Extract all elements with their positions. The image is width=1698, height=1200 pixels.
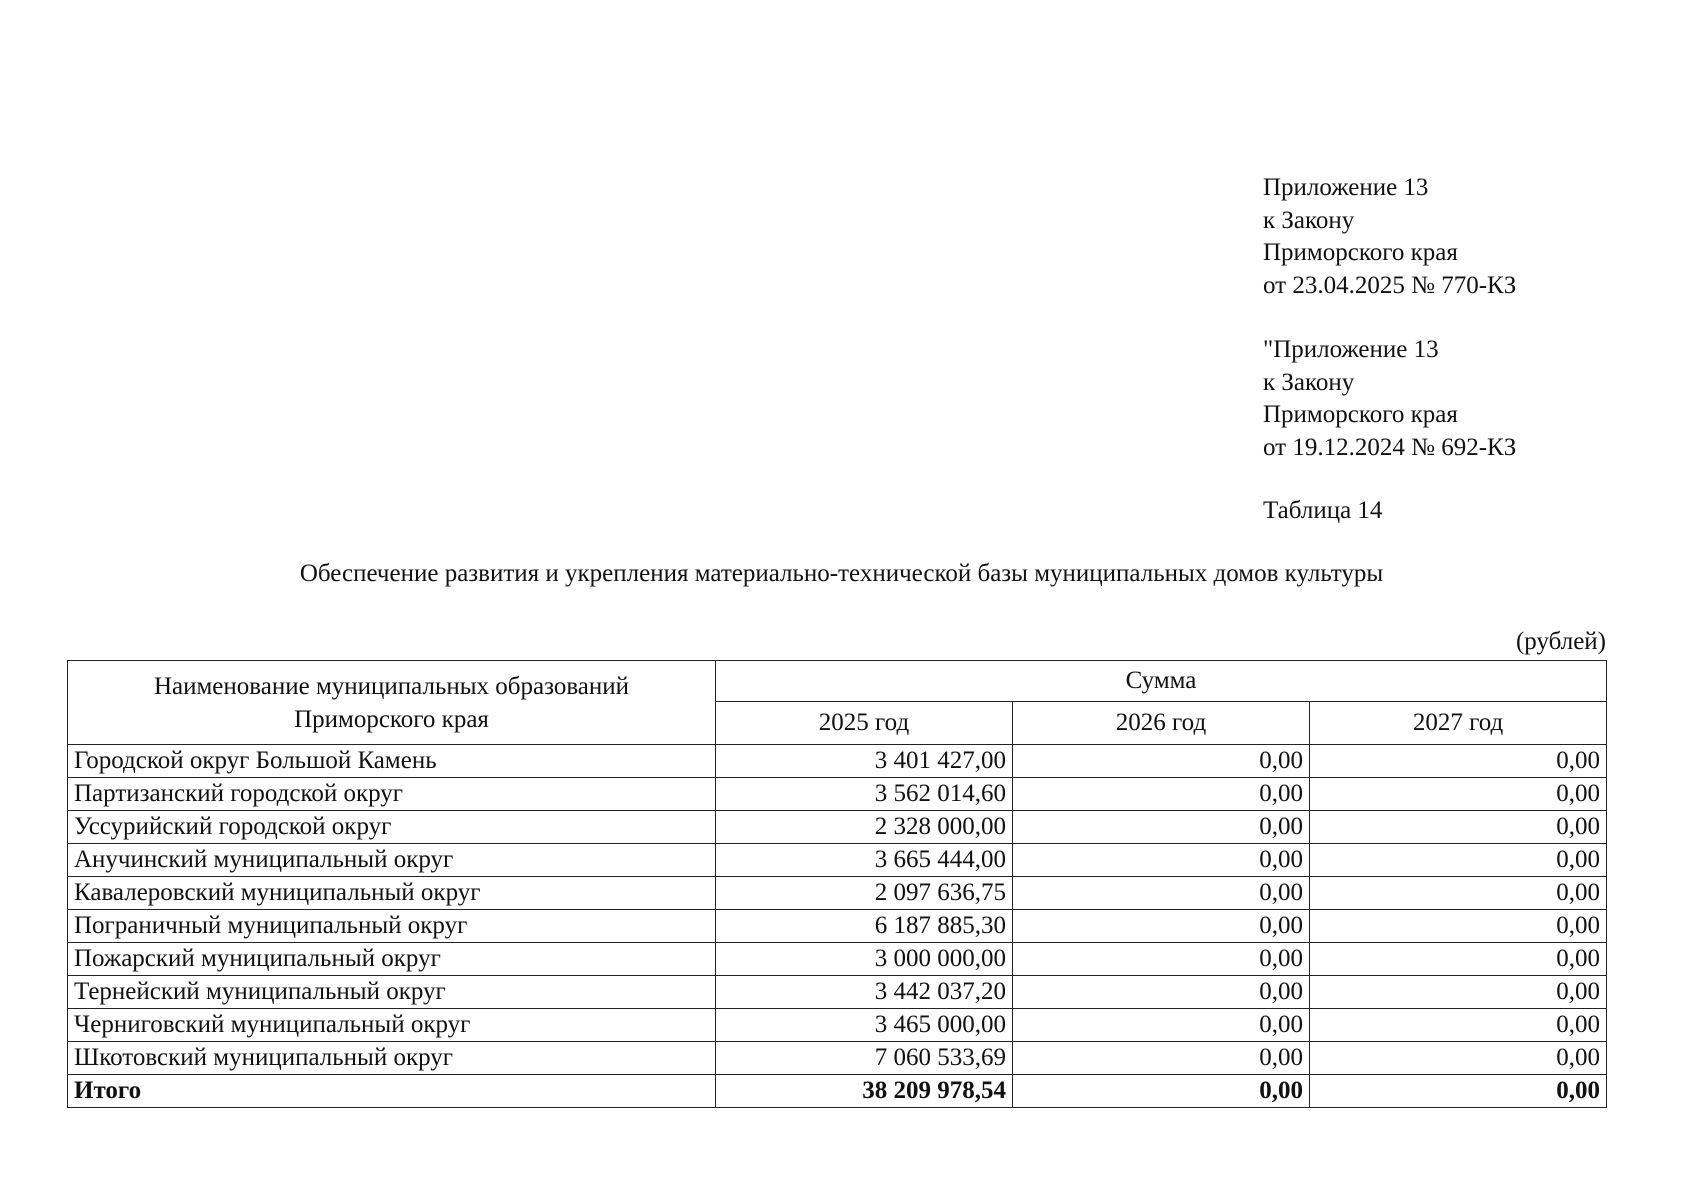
cell-2025: 3 562 014,60 (716, 778, 1013, 811)
table-row (68, 778, 1607, 811)
funding-table (67, 660, 1607, 1108)
cell-2027: 0,00 (1310, 1042, 1607, 1075)
table-row (68, 943, 1607, 976)
header-sum: Сумма (716, 661, 1607, 702)
cell-municipality: Пограничный муниципальный округ (68, 910, 716, 943)
units-label: (рублей) (1515, 628, 1606, 655)
total-2027: 0,00 (1310, 1075, 1607, 1108)
cell-2026: 0,00 (1013, 778, 1310, 811)
cell-2027: 0,00 (1310, 1009, 1607, 1042)
header-year-2027: 2027 год (1310, 702, 1607, 745)
cell-municipality: Шкотовский муниципальный округ (68, 1042, 716, 1075)
cell-2027: 0,00 (1310, 877, 1607, 910)
cell-municipality: Партизанский городской округ (68, 778, 716, 811)
table-row (68, 976, 1607, 1009)
cell-2026: 0,00 (1013, 1009, 1310, 1042)
table-number: Таблица 14 (1263, 497, 1383, 524)
appendix-line: "Приложение 13 (1263, 336, 1439, 363)
cell-2026: 0,00 (1013, 976, 1310, 1009)
cell-2025: 2 097 636,75 (716, 877, 1013, 910)
cell-2026: 0,00 (1013, 943, 1310, 976)
header-year-2025: 2025 год (716, 702, 1013, 745)
cell-municipality: Городской округ Большой Камень (68, 745, 716, 778)
total-row (68, 1075, 1607, 1108)
cell-2026: 0,00 (1013, 811, 1310, 844)
appendix-current-reference (1263, 172, 1516, 302)
cell-municipality: Пожарский муниципальный округ (68, 943, 716, 976)
table-row (68, 877, 1607, 910)
cell-2025: 6 187 885,30 (716, 910, 1013, 943)
table-row (68, 1042, 1607, 1075)
appendix-line: Приморского края (1263, 401, 1458, 428)
total-label: Итого (68, 1075, 716, 1108)
appendix-line: Приморского края (1263, 239, 1458, 266)
cell-municipality: Уссурийский городской округ (68, 811, 716, 844)
appendix-line: к Закону (1263, 368, 1355, 396)
cell-2027: 0,00 (1310, 778, 1607, 811)
header-municipality-line2: Приморского края (294, 705, 489, 733)
table-row (68, 1009, 1607, 1042)
cell-municipality: Кавалеровский муниципальный округ (68, 877, 716, 910)
cell-municipality: Анучинский муниципальный округ (68, 844, 716, 877)
cell-2025: 7 060 533,69 (716, 1042, 1013, 1075)
header-municipality (68, 661, 716, 745)
appendix-original-reference (1263, 334, 1516, 464)
header-municipality-line1: Наименование муниципальных образований (153, 672, 630, 700)
cell-2025: 3 665 444,00 (716, 844, 1013, 877)
cell-2027: 0,00 (1310, 811, 1607, 844)
appendix-line: от 23.04.2025 № 770-КЗ (1263, 271, 1517, 299)
appendix-line: к Закону (1263, 206, 1355, 234)
cell-2027: 0,00 (1310, 910, 1607, 943)
table-row (68, 910, 1607, 943)
cell-2025: 3 401 427,00 (716, 745, 1013, 778)
total-2026: 0,00 (1013, 1075, 1310, 1108)
table-row (68, 745, 1607, 778)
cell-municipality: Черниговский муниципальный округ (68, 1009, 716, 1042)
table-row (68, 811, 1607, 844)
cell-2026: 0,00 (1013, 844, 1310, 877)
appendix-line: Приложение 13 (1263, 174, 1429, 201)
header-year-2026: 2026 год (1013, 702, 1310, 745)
cell-2026: 0,00 (1013, 877, 1310, 910)
cell-2025: 3 000 000,00 (716, 943, 1013, 976)
total-2025: 38 209 978,54 (716, 1075, 1013, 1108)
table-row (68, 844, 1607, 877)
appendix-line: от 19.12.2024 № 692-КЗ (1263, 433, 1517, 461)
cell-2027: 0,00 (1310, 943, 1607, 976)
cell-2027: 0,00 (1310, 745, 1607, 778)
document-title: Обеспечение развития и укрепления материально-технической базы муниципальных домов культуры (299, 560, 1384, 587)
cell-2025: 2 328 000,00 (716, 811, 1013, 844)
cell-2025: 3 465 000,00 (716, 1009, 1013, 1042)
cell-municipality: Тернейский муниципальный округ (68, 976, 716, 1009)
cell-2027: 0,00 (1310, 976, 1607, 1009)
cell-2026: 0,00 (1013, 745, 1310, 778)
cell-2026: 0,00 (1013, 910, 1310, 943)
cell-2025: 3 442 037,20 (716, 976, 1013, 1009)
cell-2027: 0,00 (1310, 844, 1607, 877)
cell-2026: 0,00 (1013, 1042, 1310, 1075)
